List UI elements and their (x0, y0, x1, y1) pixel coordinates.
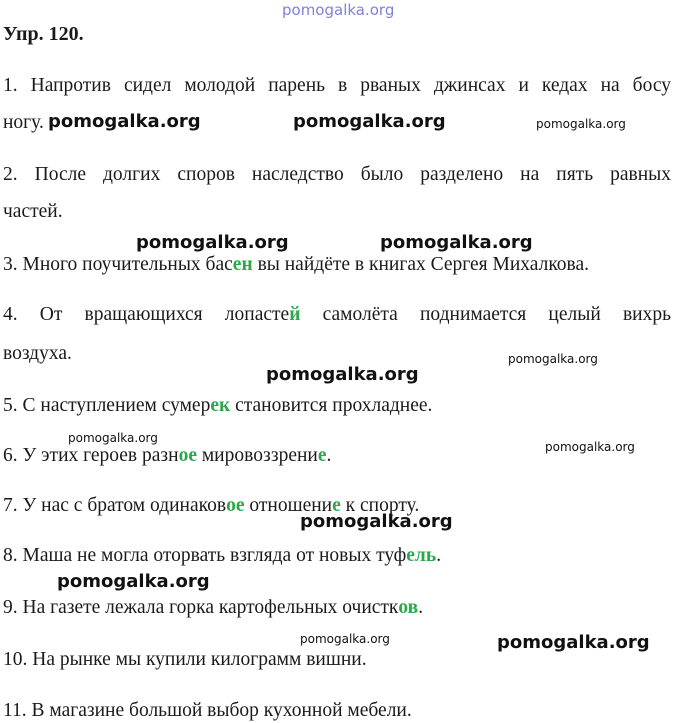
sentence-8-ending: ель (406, 545, 437, 566)
watermark: pomogalka.org (57, 571, 210, 592)
sentence-7-ending-2: е (332, 495, 341, 516)
sentence-4-text: 4. От вращающихся лопасте (3, 304, 290, 325)
watermark: pomogalka.org (380, 232, 533, 253)
watermark: pomogalka.org (508, 352, 598, 366)
exercise-title: Упр. 120. (3, 23, 84, 45)
sentence-9-text-end: . (418, 597, 424, 618)
sentence-9 (3, 596, 423, 620)
watermark: pomogalka.org (497, 632, 650, 653)
sentence-4-line-2: воздуха. (3, 343, 72, 364)
sentence-5-text: 5. С наступлением сумер (3, 395, 211, 416)
sentence-4-line-1 (3, 303, 671, 327)
sentence-9-text: 9. На газете лежала горка картофельных очистк (3, 597, 399, 618)
sentence-10: 10. На рынке мы купили килограмм вишни. (3, 649, 367, 670)
watermark: pomogalka.org (68, 431, 158, 445)
watermark: pomogalka.org (536, 117, 626, 131)
sentence-11: 11. В магазине большой выбор кухонной мебели. (3, 700, 412, 721)
sentence-8-text-end: . (436, 545, 442, 566)
sentence-6-text: 6. У этих героев разн (3, 445, 179, 466)
sentence-8 (3, 544, 441, 568)
watermark: pomogalka.org (266, 364, 419, 385)
sentence-3-text: 3. Много поучительных бас (3, 254, 233, 275)
sentence-9-ending: ов (398, 597, 419, 618)
sentence-6-text-end: . (326, 445, 332, 466)
sentence-7-text: 7. У нас с братом одинаков (3, 495, 227, 516)
sentence-6-ending-2: е (317, 445, 327, 466)
sentence-4-text-end: самолёта поднимается целый вихрь (300, 304, 671, 325)
sentence-6-text-mid: мировоззрени (196, 445, 318, 466)
watermark: pomogalka.org (545, 440, 635, 454)
watermark-top: pomogalka.org (282, 1, 395, 19)
watermark: pomogalka.org (136, 232, 289, 253)
sentence-7-text-mid: отношени (244, 495, 333, 516)
sentence-5-ending: ек (210, 395, 231, 416)
sentence-7-text-end: к спорту. (340, 495, 420, 516)
sentence-7 (3, 494, 419, 518)
sentence-1-line-2: ногу. (3, 112, 44, 133)
sentence-7-ending-1: ое (226, 495, 245, 516)
sentence-3 (3, 253, 589, 277)
sentence-5-text-end: становится прохладнее. (230, 395, 433, 416)
sentence-1-line-1: 1. Напротив сидел молодой парень в рваных джинсах и кедах на босу (3, 75, 671, 96)
watermark: pomogalka.org (300, 511, 453, 532)
sentence-8-text: 8. Маша не могла оторвать взгляда от новых туф (3, 545, 407, 566)
watermark: pomogalka.org (48, 111, 201, 132)
watermark: pomogalka.org (293, 111, 446, 132)
watermark: pomogalka.org (300, 632, 390, 646)
sentence-6-ending-1: ое (178, 445, 197, 466)
sentence-6 (3, 444, 331, 468)
sentence-2-line-2: частей. (3, 201, 63, 222)
sentence-5 (3, 394, 432, 418)
sentence-3-ending: ен (232, 254, 253, 275)
sentence-4-ending: й (289, 304, 301, 325)
sentence-2-line-1: 2. После долгих споров наследство было разделено на пять равных (3, 164, 671, 185)
sentence-3-text-end: вы найдёте в книгах Сергея Михалкова. (252, 254, 590, 275)
